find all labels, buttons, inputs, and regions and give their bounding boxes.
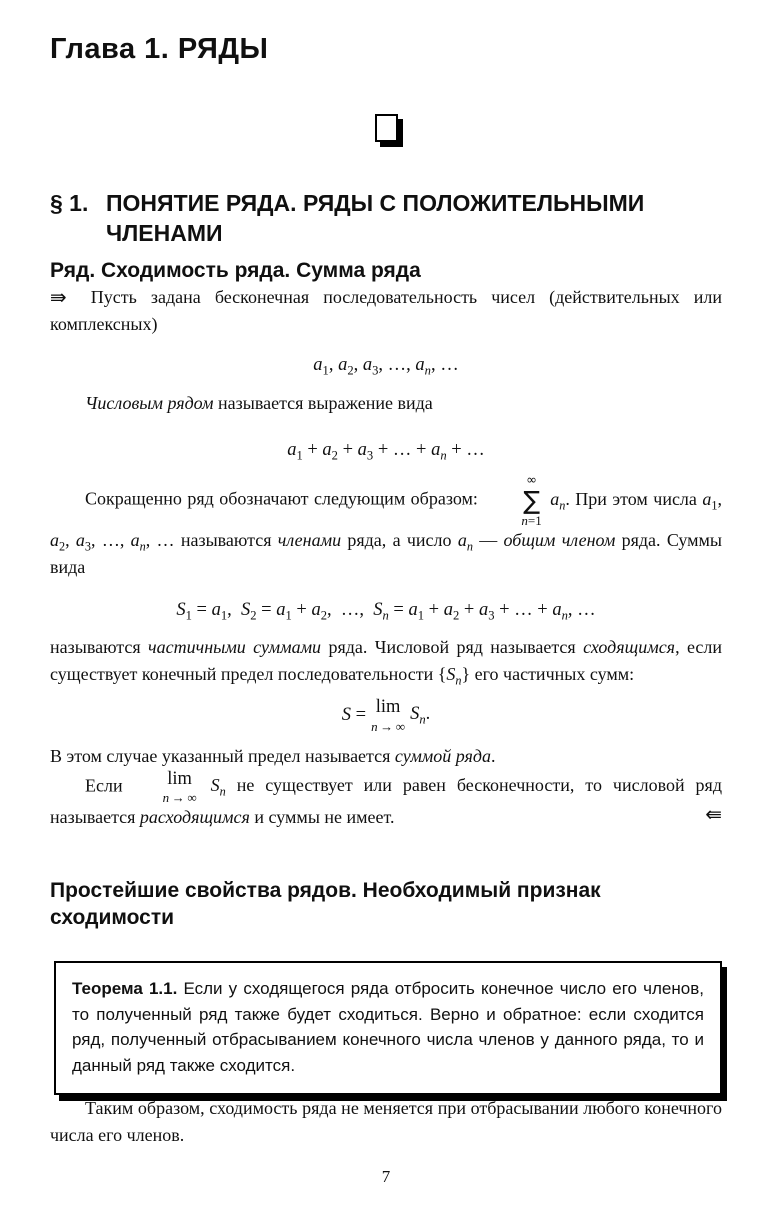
lim-subscript: n → ∞ (162, 790, 197, 806)
paragraph-series-notation (50, 474, 722, 581)
summation-lower-limit: n=1 (521, 512, 542, 528)
formula-right: $S_n$. (410, 704, 431, 728)
definition-start-icon: ⇛ (50, 285, 67, 310)
limit-operator-inline (128, 770, 197, 805)
notebook-page-icon (375, 114, 398, 142)
text-run: Сокращенно ряд обозначают следующим образом: (85, 488, 484, 509)
text-run: $a_n$. При этом числа $a_1$, $a_2$, $a_3$, …, $a_n$, … называются членами ряда, а число $a_n$ — общим членом ряда. Суммы вида (50, 488, 723, 577)
book-page (0, 34, 771, 1206)
section-number: § 1. (50, 190, 89, 217)
limit-operator (371, 698, 405, 733)
text-run: $S_n$ не существует или равен бесконечности, то числовой ряд называется расходящимся и суммы не имеет. (50, 775, 722, 828)
lim-word: lim (375, 697, 401, 718)
formula-left: S = (341, 704, 367, 725)
lim-subscript: n → ∞ (371, 718, 406, 734)
section-heading (50, 188, 722, 248)
chapter-title: Глава 1. РЯДЫ (50, 33, 269, 65)
paragraph-sum-of-series: В этом случае указанный предел называется суммой ряда. (50, 745, 496, 766)
formula-series-sum-limit (50, 698, 722, 733)
theorem-box (54, 961, 722, 1095)
definition-end-icon: ⇚ (705, 802, 722, 827)
paragraph-number-series-definition: Числовым рядом называется выражение вида (85, 392, 433, 413)
lim-word: lim (167, 768, 192, 789)
section-title: ПОНЯТИЕ РЯДА. РЯДЫ С ПОЛОЖИТЕЛЬНЫМИ ЧЛЕНАМИ (106, 190, 645, 247)
subsection-heading-series: Ряд. Сходимость ряда. Сумма ряда (50, 259, 421, 283)
sigma-symbol: ∑ (523, 485, 540, 515)
subsection-heading-properties: Простейшие свойства рядов. Необходимый признак сходимости (50, 879, 601, 930)
formula-partial-sums: $S_1 = a_1$, $S_2 = a_1 + a_2$, …, $S_n = a_1 + a_2 + a_3$ + … + $a_n$, … (176, 599, 596, 623)
formula-sequence: $a_1$, $a_2$, $a_3$, …, $a_n$, … (313, 355, 459, 379)
theorem-text: Если у сходящегося ряда отбросить конечное число его членов, то полученный ряд также будет сходиться. Верно и обратное: если сходится ряд, полученный отбрасыванием конечного числа членов у данного ряда, то и данный ряд также сходится. (72, 979, 704, 1075)
summation-operator (486, 474, 541, 527)
paragraph-partial-sums: называются частичными суммами ряда. Числовой ряд называется сходящимся, если существует конечный предел последовательности $\{S_n\}$ его частичных сумм: (50, 637, 722, 688)
summation-upper-limit: ∞ (526, 472, 537, 488)
paragraph-closing: Таким образом, сходимость ряда не меняется при отбрасывании любого конечного числа его членов. (50, 1098, 722, 1146)
formula-series: $a_1 + a_2 + a_3$ + … + $a_n$ + … (287, 439, 485, 463)
text-run: Если (85, 775, 123, 796)
paragraph-text: Пусть задана бесконечная последовательность чисел (действительных или комплексных) (50, 287, 722, 335)
theorem-label: Теорема 1.1. (72, 979, 178, 999)
paragraph-definition-intro (50, 284, 722, 338)
paragraph-divergent-series (50, 770, 722, 832)
page-number: 7 (381, 1167, 391, 1187)
